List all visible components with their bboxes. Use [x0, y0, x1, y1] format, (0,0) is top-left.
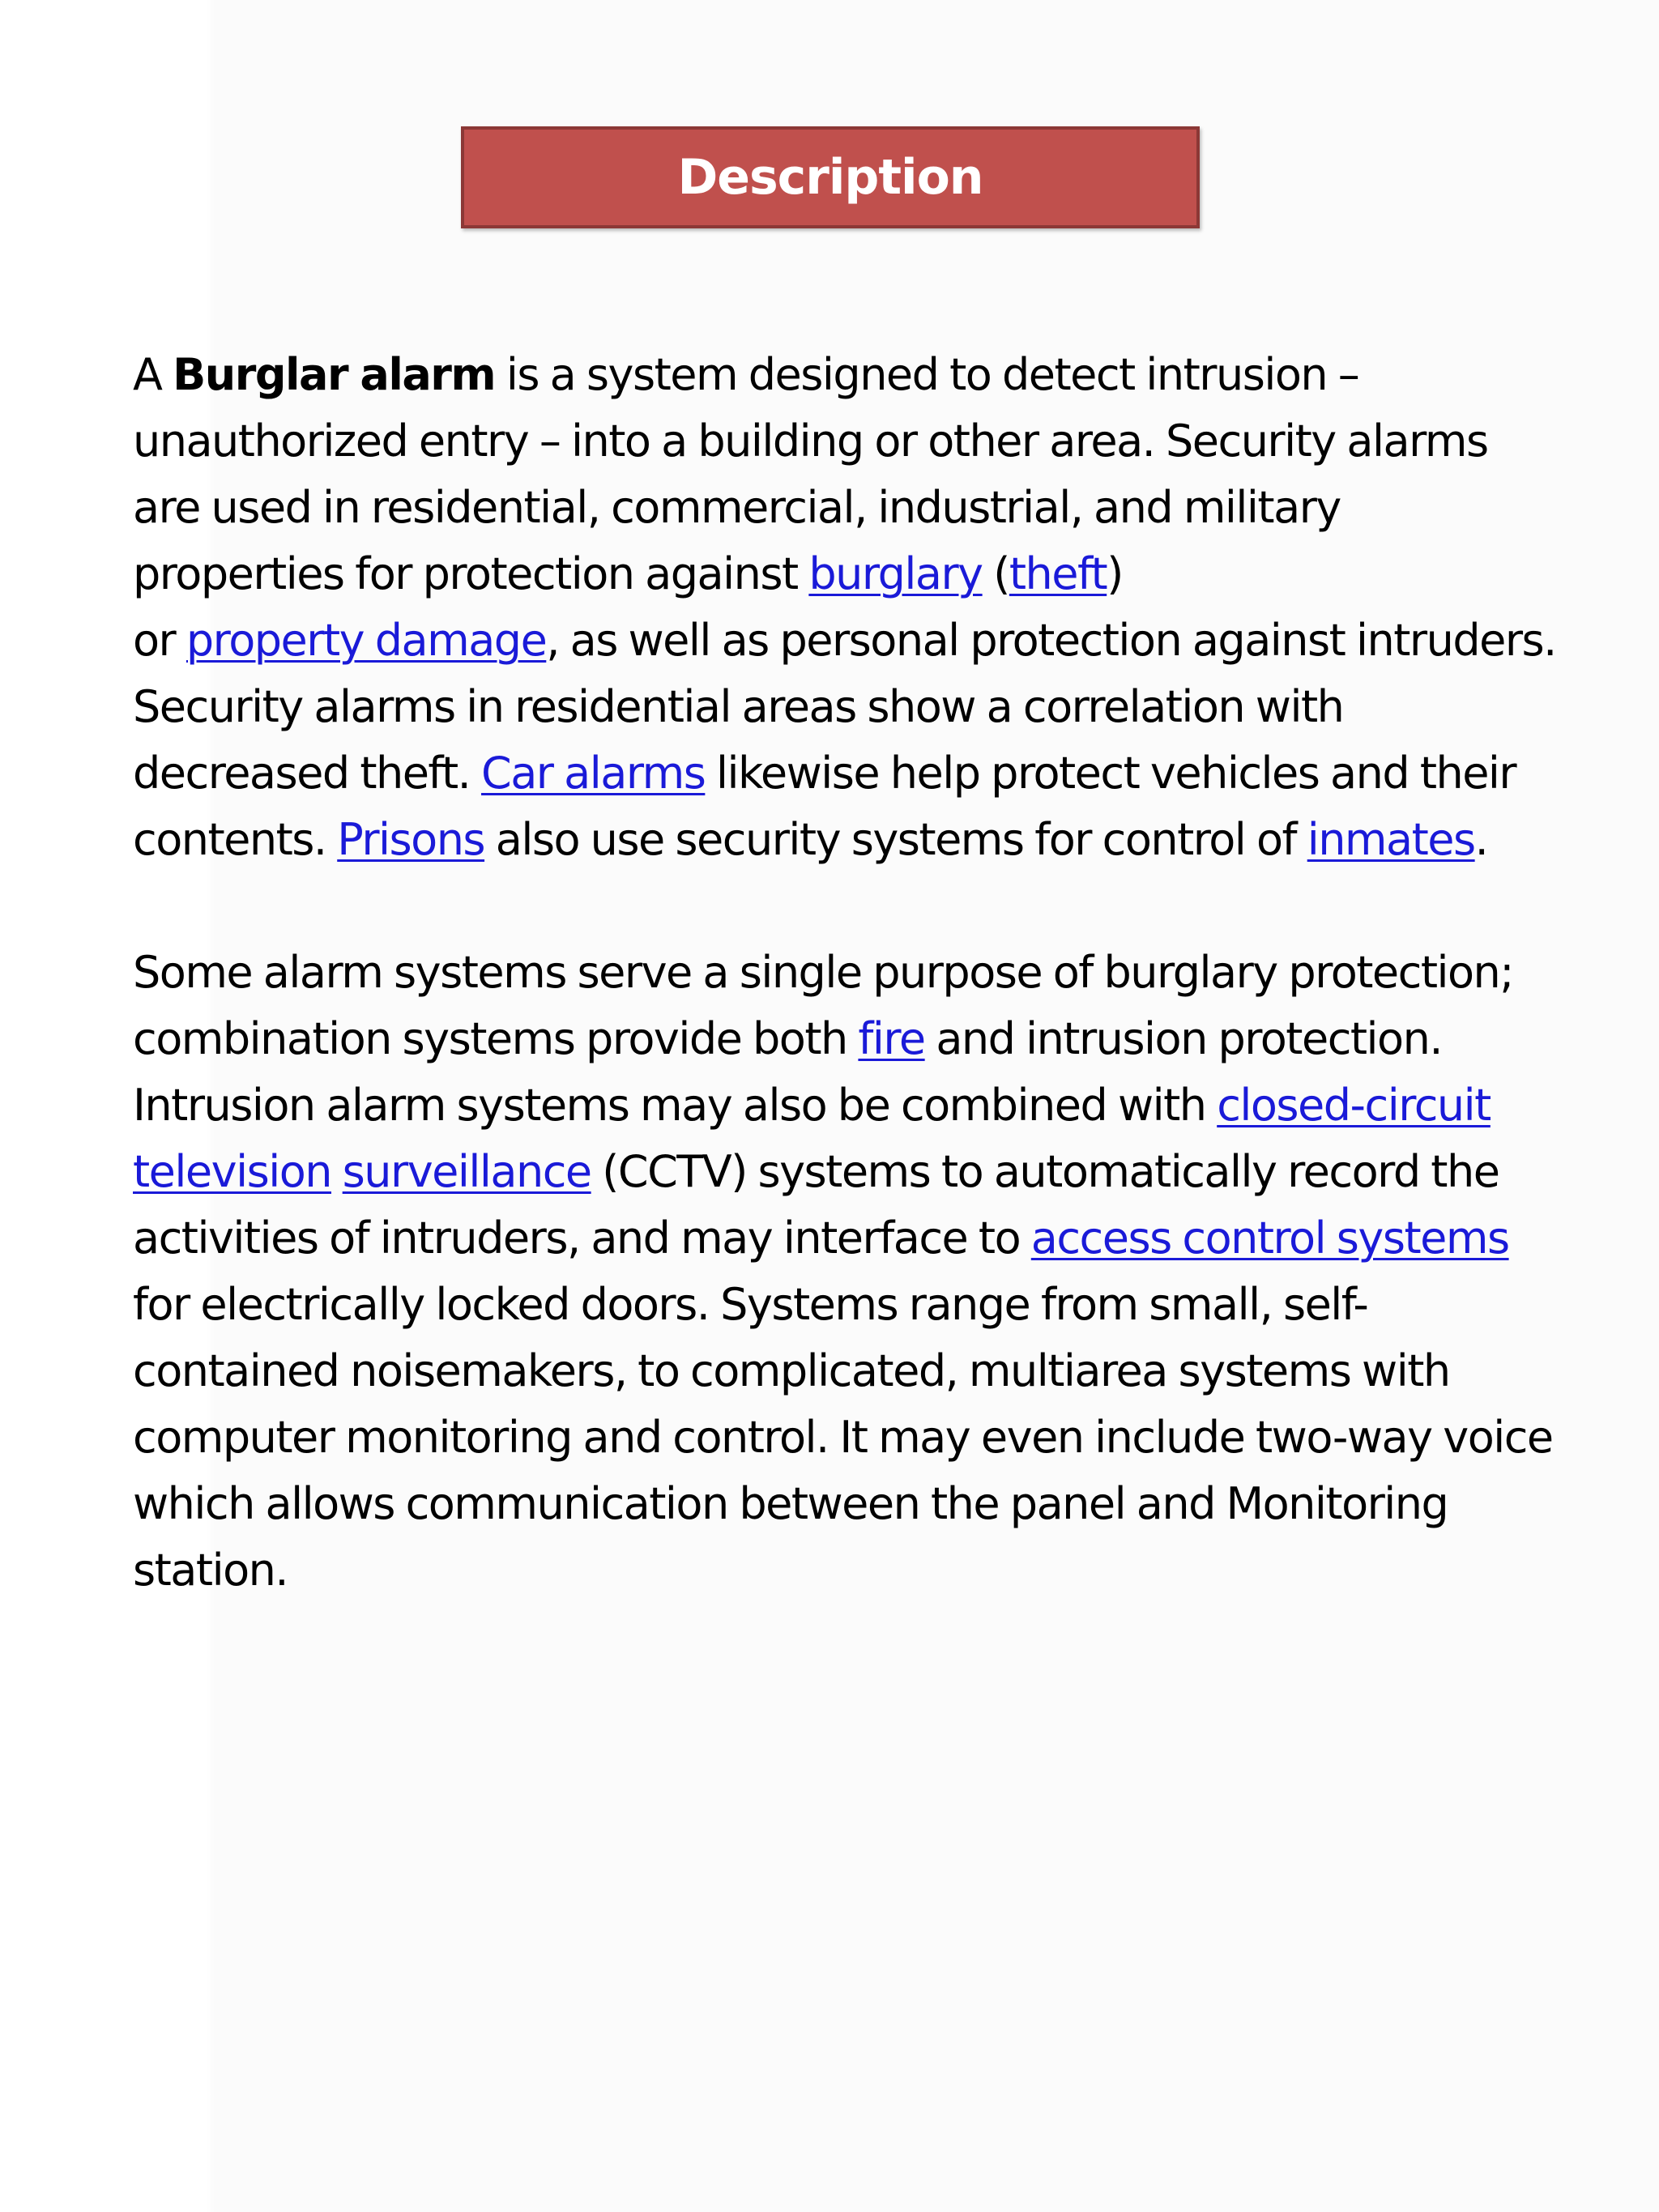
text-run: [331, 1146, 343, 1197]
text-run: A: [133, 349, 173, 400]
text-run: or: [133, 615, 186, 666]
text-run: , as well as personal protection against intruders. Security alarms in residential areas show a correlation with decreased theft.: [133, 615, 1556, 799]
link-access-control-systems[interactable]: access control systems: [1030, 1213, 1509, 1264]
link-inmates[interactable]: inmates: [1307, 814, 1475, 865]
paragraph-intro: [133, 342, 1559, 873]
link-fire[interactable]: fire: [858, 1013, 925, 1064]
link-theft[interactable]: theft: [1009, 548, 1107, 599]
link-property-damage[interactable]: property damage: [186, 615, 547, 666]
text-run: ): [1107, 548, 1123, 599]
link-prisons[interactable]: Prisons: [337, 814, 485, 865]
text-run: (: [982, 548, 1009, 599]
link-closed-circuit-television[interactable]: closed-circuit television: [133, 1080, 1491, 1197]
title-banner: [461, 126, 1200, 228]
text-run: also use security systems for control of: [484, 814, 1307, 865]
link-surveillance[interactable]: surveillance: [342, 1146, 591, 1197]
page-title: Description: [677, 149, 983, 206]
paragraph-systems: [133, 940, 1559, 1604]
link-burglary[interactable]: burglary: [808, 548, 983, 599]
link-car-alarms[interactable]: Car alarms: [481, 748, 706, 799]
text-run: likewise help protect vehicles and their contents.: [133, 748, 1516, 865]
text-run: (CCTV) systems to automatically record the activities of intruders, and may interface to: [133, 1146, 1499, 1264]
description-body: [133, 342, 1559, 1604]
text-run: for electrically locked doors. Systems range from small, self-contained noisemakers, to complicated, multiarea systems with computer monitoring and control. It may even include two-way voice which allows communication between the panel and Monitoring station.: [133, 1279, 1553, 1596]
text-run: Some alarm systems serve a single purpose of burglary protection; combination systems provide both: [133, 947, 1513, 1064]
text-run: .: [1474, 814, 1488, 865]
text-run: is a system designed to detect intrusion – unauthorized entry – into a building or other area. Security alarms are used in residential, commercial, industrial, and military properties for protection against: [133, 349, 1488, 599]
text-run: and intrusion protection. Intrusion alarm systems may also be combined with: [133, 1013, 1442, 1131]
bold-term: Burglar alarm: [173, 349, 496, 400]
